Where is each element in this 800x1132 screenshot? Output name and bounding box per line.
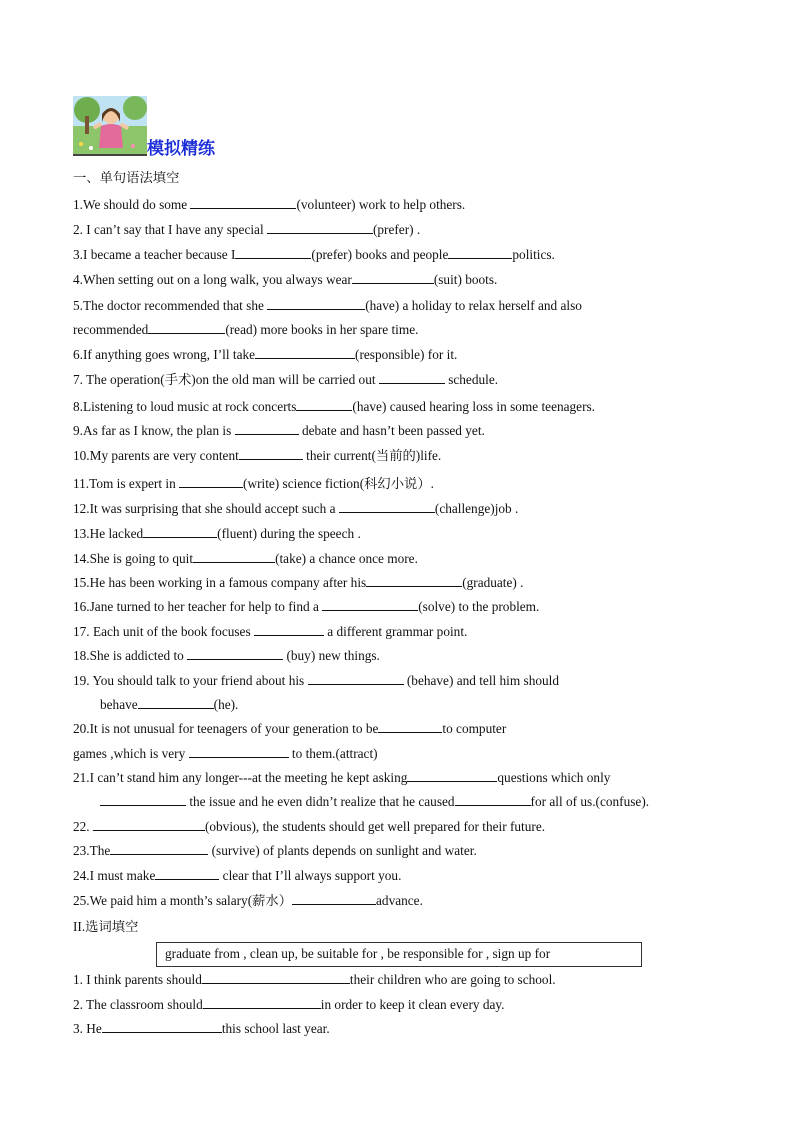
question-text: (behave) and tell him should	[403, 673, 560, 688]
exercise-line	[73, 769, 610, 786]
question-text: 8.Listening to loud music at rock concerts	[73, 399, 297, 414]
question-text: (graduate) .	[462, 575, 524, 590]
answer-blank[interactable]	[407, 769, 497, 782]
question-text: (volunteer) work to help others.	[296, 197, 466, 212]
answer-blank[interactable]	[203, 996, 321, 1009]
exercise-line	[73, 720, 506, 737]
word-box	[156, 942, 642, 967]
exercise-line	[73, 246, 555, 263]
exercise-line	[73, 818, 545, 835]
exercise-line	[73, 500, 518, 517]
answer-blank[interactable]	[292, 892, 376, 905]
exercise-line	[73, 422, 485, 439]
fill-in-line	[73, 971, 556, 988]
question-text: 13.He lacked	[73, 526, 144, 541]
exercise-line	[73, 745, 378, 762]
exercise-line	[73, 346, 457, 363]
question-text: 7. The operation(手术)on the old man will be carried out	[73, 372, 379, 387]
question-text: (buy) new things.	[283, 648, 380, 663]
exercise-line	[73, 598, 539, 615]
question-text: questions which only	[497, 770, 611, 785]
question-text: 3.I became a teacher because I	[73, 247, 236, 262]
question-text: 11.Tom is expert in	[73, 476, 180, 491]
question-text: 16.Jane turned to her teacher for help to find a	[73, 599, 323, 614]
answer-blank[interactable]	[189, 745, 289, 758]
exercise-line	[73, 297, 582, 314]
answer-blank[interactable]	[155, 867, 219, 880]
question-text: politics.	[512, 247, 555, 262]
question-text: 6.If anything goes wrong, I’ll take	[73, 347, 256, 362]
question-text: 18.She is addicted to	[73, 648, 188, 663]
exercise-line	[73, 321, 418, 338]
answer-blank[interactable]	[190, 196, 296, 209]
answer-blank[interactable]	[100, 793, 186, 806]
question-text: (suit) boots.	[433, 272, 498, 287]
question-text: this school last year.	[221, 1021, 330, 1036]
question-text: 23.The	[73, 843, 111, 858]
question-text: 2. The classroom should	[73, 997, 203, 1012]
question-text: 14.She is going to quit	[73, 551, 194, 566]
exercise-line	[73, 447, 441, 464]
question-text: 2. I can’t say that I have any special	[73, 222, 267, 237]
question-text: (take) a chance once more.	[275, 551, 418, 566]
question-text: (write) science fiction(科幻小说）.	[243, 476, 434, 491]
question-text: 21.I can’t stand him any longer---at the meeting he kept asking	[73, 770, 408, 785]
question-text: 22.	[73, 819, 93, 834]
question-text: 1.We should do some	[73, 197, 191, 212]
exercise-line	[100, 696, 238, 713]
answer-blank[interactable]	[352, 271, 434, 284]
answer-blank[interactable]	[296, 398, 352, 411]
exercise-line	[73, 398, 595, 415]
exercise-line	[73, 475, 434, 492]
exercise-line	[73, 842, 477, 859]
question-text: 17. Each unit of the book focuses	[73, 624, 254, 639]
answer-blank[interactable]	[193, 550, 275, 563]
question-text: their current(当前的)life.	[302, 448, 442, 463]
question-text: 25.We paid him a month’s salary(薪水）	[73, 893, 293, 908]
question-text: behave	[100, 697, 138, 712]
answer-blank[interactable]	[239, 447, 303, 460]
question-text: (read) more books in her spare time.	[225, 322, 419, 337]
question-text: 1. I think parents should	[73, 972, 202, 987]
answer-blank[interactable]	[267, 221, 373, 234]
question-text: the issue and he even didn’t realize that he caused	[186, 794, 455, 809]
section-header	[73, 96, 373, 159]
question-text: to computer	[442, 721, 507, 736]
answer-blank[interactable]	[366, 574, 462, 587]
answer-blank[interactable]	[455, 793, 531, 806]
answer-blank[interactable]	[322, 598, 418, 611]
cartoon-girl-image	[73, 96, 147, 154]
exercise-line	[73, 574, 523, 591]
answer-blank[interactable]	[187, 647, 283, 660]
answer-blank[interactable]	[148, 321, 225, 334]
answer-blank[interactable]	[339, 500, 435, 513]
question-text: (have) a holiday to relax herself and also	[365, 298, 582, 313]
exercise-line	[73, 525, 361, 542]
answer-blank[interactable]	[267, 297, 365, 310]
exercise-line	[73, 271, 497, 288]
exercise-line	[73, 623, 467, 640]
question-text: recommended	[73, 322, 149, 337]
question-text: 4.When setting out on a long walk, you always wear	[73, 272, 352, 287]
exercise-line	[73, 221, 420, 238]
section-2-heading: II.选词填空	[73, 919, 139, 934]
section-title: 模拟精练	[147, 139, 215, 159]
question-text: 10.My parents are very content	[73, 448, 239, 463]
question-text: (fluent) during the speech .	[217, 526, 361, 541]
question-text: schedule.	[444, 372, 499, 387]
exercise-line	[73, 550, 418, 567]
answer-blank[interactable]	[179, 475, 243, 488]
question-text: 3. He	[73, 1021, 102, 1036]
question-text: (survive) of plants depends on sunlight and water.	[208, 843, 477, 858]
exercise-line	[100, 793, 649, 810]
question-text: clear that I’ll always support you.	[219, 868, 402, 883]
answer-blank[interactable]	[378, 720, 442, 733]
question-text: 24.I must make	[73, 868, 156, 883]
fill-in-line	[73, 996, 505, 1013]
exercise-line	[73, 672, 559, 689]
answer-blank[interactable]	[102, 1020, 222, 1033]
question-text: for all of us.(confuse).	[530, 794, 650, 809]
answer-blank[interactable]	[448, 246, 512, 259]
exercise-line	[73, 371, 498, 388]
question-text: advance.	[376, 893, 423, 908]
answer-blank[interactable]	[308, 672, 404, 685]
question-text: their children who are going to school.	[349, 972, 556, 987]
question-text: (have) caused hearing loss in some teenagers.	[352, 399, 595, 414]
question-text: to them.(attract)	[288, 746, 378, 761]
section-1-heading: 一、单句语法填空	[73, 170, 180, 185]
answer-blank[interactable]	[254, 623, 324, 636]
question-text: 15.He has been working in a famous company after his	[73, 575, 367, 590]
answer-blank[interactable]	[143, 525, 217, 538]
word-box-text: graduate from , clean up, be suitable for , be responsible for , sign up for	[165, 946, 551, 961]
answer-blank[interactable]	[235, 246, 311, 259]
question-text: (solve) to the problem.	[418, 599, 540, 614]
question-text: 20.It is not unusual for teenagers of your generation to be	[73, 721, 379, 736]
answer-blank[interactable]	[255, 346, 355, 359]
exercise-line	[73, 647, 380, 664]
exercise-line	[73, 892, 423, 909]
question-text: (prefer) .	[372, 222, 421, 237]
answer-blank[interactable]	[379, 371, 445, 384]
exercise-line	[73, 867, 401, 884]
question-text: a different grammar point.	[323, 624, 468, 639]
exercise-line	[73, 196, 465, 213]
answer-blank[interactable]	[235, 422, 299, 435]
question-text: (responsible) for it.	[355, 347, 458, 362]
question-text: (prefer) books and people	[311, 247, 449, 262]
question-text: 19. You should talk to your friend about his	[73, 673, 308, 688]
question-text: in order to keep it clean every day.	[320, 997, 505, 1012]
question-text: (he).	[213, 697, 239, 712]
answer-blank[interactable]	[93, 818, 205, 831]
question-text: (challenge)job .	[434, 501, 519, 516]
question-text: 12.It was surprising that she should accept such a	[73, 501, 339, 516]
question-text: games ,which is very	[73, 746, 189, 761]
header-illustration	[73, 96, 147, 156]
answer-blank[interactable]	[110, 842, 208, 855]
fill-in-line	[73, 1020, 330, 1037]
answer-blank[interactable]	[202, 971, 350, 984]
question-text: (obvious), the students should get well prepared for their future.	[204, 819, 546, 834]
answer-blank[interactable]	[138, 696, 214, 709]
question-text: debate and hasn’t been passed yet.	[298, 423, 485, 438]
question-text: 5.The doctor recommended that she	[73, 298, 268, 313]
question-text: 9.As far as I know, the plan is	[73, 423, 235, 438]
